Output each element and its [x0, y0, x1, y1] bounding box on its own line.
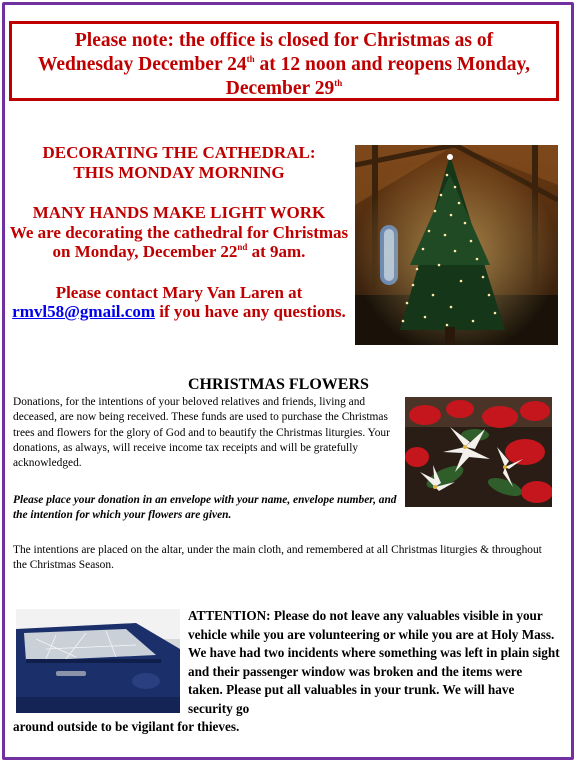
- decorating-time-text: at 9am.: [247, 242, 306, 261]
- notice-time-text: at 12 noon and reopens Monday,: [254, 54, 531, 75]
- intentions-text: The intentions are placed on the altar, under the main cloth, and remembered at all Christmas liturgies & throughout the Christmas Season.: [13, 544, 542, 572]
- decorating-line-1: We are decorating the cathedral for Christmas: [9, 222, 349, 242]
- flowers-body: Donations, for the intentions of your beloved relatives and friends, living and deceased, are now being received. These funds are used to purchase the Christmas trees and flowers for the glory of God and to beautify the Christmas liturgies. Your donations, as always, will receive income tax receipts and will be gratefully acknowledged.: [13, 396, 390, 470]
- donation-instructions: Please place your donation in an envelope with your name, envelope number, and the intention for which your flowers are given.: [13, 494, 397, 522]
- notice-date-sup: th: [246, 54, 255, 64]
- decorating-heading-1: DECORATING THE CATHEDRAL:: [42, 143, 316, 162]
- decorating-line-2: [8, 242, 350, 262]
- flowers-title: CHRISTMAS FLOWERS: [188, 376, 369, 393]
- broken-car-window-photo: [16, 609, 180, 713]
- decorating-slogan: MANY HANDS MAKE LIGHT WORK: [32, 203, 326, 222]
- notice-reopen-text: December 29: [225, 78, 335, 99]
- attention-notice-tail: around outside to be vigilant for thieves.: [13, 719, 240, 734]
- decorating-section: [8, 143, 350, 322]
- notice-line-2: [12, 53, 556, 77]
- contact-tail: if you have any questions.: [154, 302, 346, 321]
- decorating-heading-2: THIS MONDAY MORNING: [73, 162, 285, 182]
- decorating-date-sup: nd: [237, 242, 248, 252]
- notice-reopen-sup: th: [334, 78, 343, 88]
- notice-line-3: [12, 77, 556, 101]
- poinsettia-lily-photo: [405, 397, 552, 507]
- attention-notice: ATTENTION: Please do not leave any valuables visible in your vehicle while you are volunteering or while you are at Holy Mass. We have had two incidents where something was left in plain sight and their passenger window was broken and the items were taken. Please put all valuables in your trunk. We will have security go: [188, 608, 560, 716]
- contact-line-2: [8, 302, 350, 322]
- contact-line-1: Please contact Mary Van Laren at: [55, 282, 303, 302]
- christmas-tree-photo: [355, 145, 558, 345]
- car-illustration: [16, 609, 180, 713]
- email-link[interactable]: rmvl58@gmail.com: [12, 302, 155, 321]
- office-closed-notice: [9, 21, 559, 101]
- decorating-date-text: on Monday, December 22: [52, 242, 238, 261]
- notice-line-1: Please note: the office is closed for Christmas as of: [74, 30, 494, 51]
- christmas-tree-illustration: [355, 145, 558, 345]
- flowers-illustration: [405, 397, 552, 507]
- notice-date-text: Wednesday December 24: [37, 54, 247, 75]
